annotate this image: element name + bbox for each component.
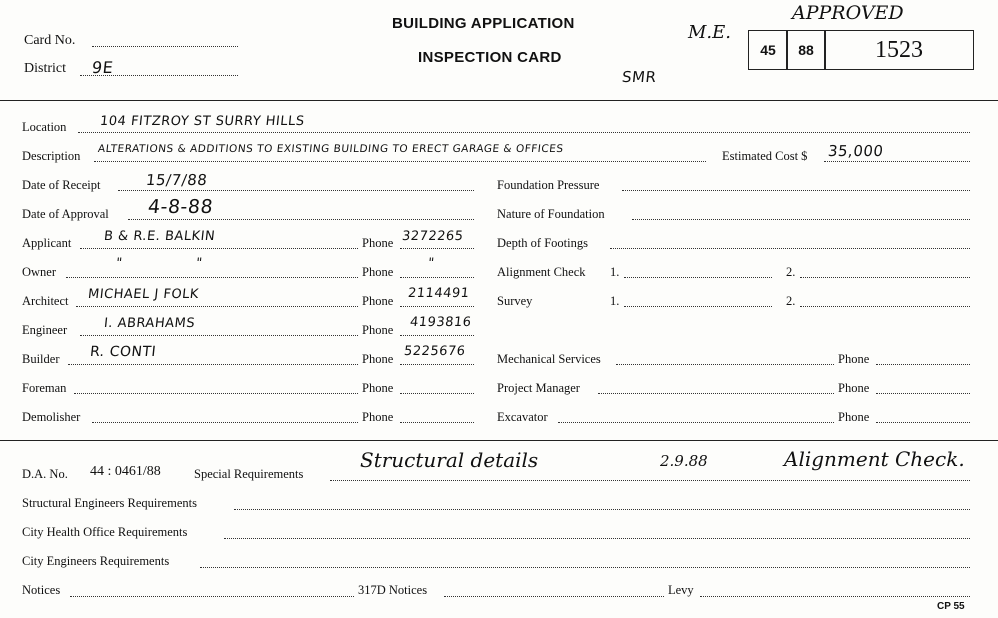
applicant-phone-label: Phone — [362, 236, 394, 250]
engineer-phone: 4193816 — [409, 315, 473, 330]
district-label: District — [24, 61, 66, 76]
card-no-label: Card No. — [24, 33, 76, 48]
notices-label: Notices — [22, 583, 61, 597]
notices-317d-line — [444, 596, 664, 597]
architect-phone-label: Phone — [362, 294, 394, 308]
project-manager-line — [598, 393, 834, 394]
applicant-label: Applicant — [22, 236, 72, 250]
receipt-line — [118, 190, 474, 191]
demolisher-phone-label: Phone — [362, 410, 394, 424]
health-label: City Health Office Requirements — [22, 525, 188, 539]
engineer-phone-label: Phone — [362, 323, 394, 337]
builder-phone-line — [400, 364, 474, 365]
builder-phone: 5225676 — [403, 344, 467, 359]
demolisher-label: Demolisher — [22, 410, 81, 424]
header-divider — [0, 100, 998, 101]
special-value-a: Structural details — [360, 448, 539, 472]
architect-label: Architect — [22, 294, 69, 308]
description-value: ALTERATIONS & ADDITIONS TO EXISTING BUILDING TO ERECT GARAGE & OFFICES — [97, 143, 565, 155]
initials-smr: SMR — [621, 68, 658, 86]
nature-foundation-label: Nature of Foundation — [497, 207, 605, 221]
structural-line — [234, 509, 970, 510]
special-label: Special Requirements — [194, 467, 304, 481]
foreman-phone-line — [400, 393, 474, 394]
alignment-check-label: Alignment Check — [497, 265, 586, 279]
estimated-cost-line — [824, 161, 970, 162]
da-value: 44 : 0461/88 — [90, 464, 161, 479]
alignment-num2: 2. — [786, 265, 796, 279]
box-a: 45 — [748, 30, 788, 70]
da-label: D.A. No. — [22, 467, 68, 481]
owner-value-a: " — [115, 256, 124, 271]
card-no-line — [92, 46, 238, 47]
location-line — [78, 132, 970, 133]
location-label: Location — [22, 120, 67, 134]
special-value-c: Alignment Check. — [784, 447, 965, 471]
city-eng-line — [200, 567, 970, 568]
approved-stamp: APPROVED — [792, 2, 904, 24]
survey-label: Survey — [497, 294, 533, 308]
description-label: Description — [22, 149, 81, 163]
excavator-phone-line — [876, 422, 970, 423]
excavator-phone-label: Phone — [838, 410, 870, 424]
builder-label: Builder — [22, 352, 60, 366]
health-line — [224, 538, 970, 539]
notices-line — [70, 596, 354, 597]
alignment-num1: 1. — [610, 265, 620, 279]
mechanical-line — [616, 364, 834, 365]
foreman-phone-label: Phone — [362, 381, 394, 395]
survey-line1 — [624, 306, 772, 307]
architect-phone-line — [400, 306, 474, 307]
builder-value: R. CONTI — [89, 344, 157, 360]
approval-label: Date of Approval — [22, 207, 109, 221]
lower-divider — [0, 440, 998, 441]
builder-line — [68, 364, 358, 365]
initials-me: M.E. — [688, 22, 732, 43]
owner-phone-line — [400, 277, 474, 278]
project-manager-phone-line — [876, 393, 970, 394]
levy-line — [700, 596, 970, 597]
demolisher-phone-line — [400, 422, 474, 423]
approval-line — [128, 219, 474, 220]
applicant-phone-line — [400, 248, 474, 249]
foundation-pressure-label: Foundation Pressure — [497, 178, 600, 192]
survey-num1: 1. — [610, 294, 620, 308]
form-code: CP 55 — [937, 601, 965, 612]
applicant-value: B & R.E. BALKIN — [103, 229, 216, 244]
city-eng-label: City Engineers Requirements — [22, 554, 170, 568]
builder-phone-label: Phone — [362, 352, 394, 366]
structural-label: Structural Engineers Requirements — [22, 496, 197, 510]
owner-label: Owner — [22, 265, 57, 279]
owner-phone-label: Phone — [362, 265, 394, 279]
engineer-value: I. ABRAHAMS — [103, 316, 196, 331]
mechanical-label: Mechanical Services — [497, 352, 601, 366]
project-manager-phone-label: Phone — [838, 381, 870, 395]
engineer-line — [80, 335, 358, 336]
owner-value-b: " — [195, 256, 204, 271]
survey-num2: 2. — [786, 294, 796, 308]
depth-footings-label: Depth of Footings — [497, 236, 588, 250]
district-value: 9E — [91, 58, 115, 77]
levy-label: Levy — [668, 583, 694, 597]
engineer-label: Engineer — [22, 323, 68, 337]
mechanical-phone-label: Phone — [838, 352, 870, 366]
box-b: 88 — [786, 30, 826, 70]
description-line — [94, 161, 706, 162]
alignment-line1 — [624, 277, 772, 278]
excavator-line — [558, 422, 834, 423]
engineer-phone-line — [400, 335, 474, 336]
foundation-pressure-line — [622, 190, 970, 191]
project-manager-label: Project Manager — [497, 381, 580, 395]
notices-317d-label: 317D Notices — [358, 583, 428, 597]
applicant-phone: 3272265 — [401, 229, 465, 244]
architect-line — [76, 306, 358, 307]
excavator-label: Excavator — [497, 410, 548, 424]
mechanical-phone-line — [876, 364, 970, 365]
foreman-line — [74, 393, 358, 394]
receipt-value: 15/7/88 — [145, 171, 209, 189]
foreman-label: Foreman — [22, 381, 67, 395]
owner-phone: " — [427, 256, 436, 271]
architect-value: MICHAEL J FOLK — [87, 287, 200, 302]
estimated-cost-label: Estimated Cost $ — [722, 149, 808, 163]
alignment-line2 — [800, 277, 970, 278]
district-line — [80, 75, 238, 76]
receipt-label: Date of Receipt — [22, 178, 101, 192]
estimated-cost-value: 35,000 — [827, 142, 885, 160]
location-value: 104 FITZROY ST SURRY HILLS — [99, 114, 306, 129]
special-value-b: 2.9.88 — [660, 452, 708, 470]
demolisher-line — [92, 422, 358, 423]
applicant-line — [80, 248, 358, 249]
survey-line2 — [800, 306, 970, 307]
owner-line — [66, 277, 358, 278]
title-line2: INSPECTION CARD — [418, 49, 562, 66]
approval-value: 4-8-88 — [146, 196, 215, 218]
box-c: 1523 — [824, 30, 974, 70]
title-line1: BUILDING APPLICATION — [392, 15, 575, 32]
special-line — [330, 480, 970, 481]
nature-foundation-line — [632, 219, 970, 220]
architect-phone: 2114491 — [407, 286, 471, 301]
depth-footings-line — [610, 248, 970, 249]
